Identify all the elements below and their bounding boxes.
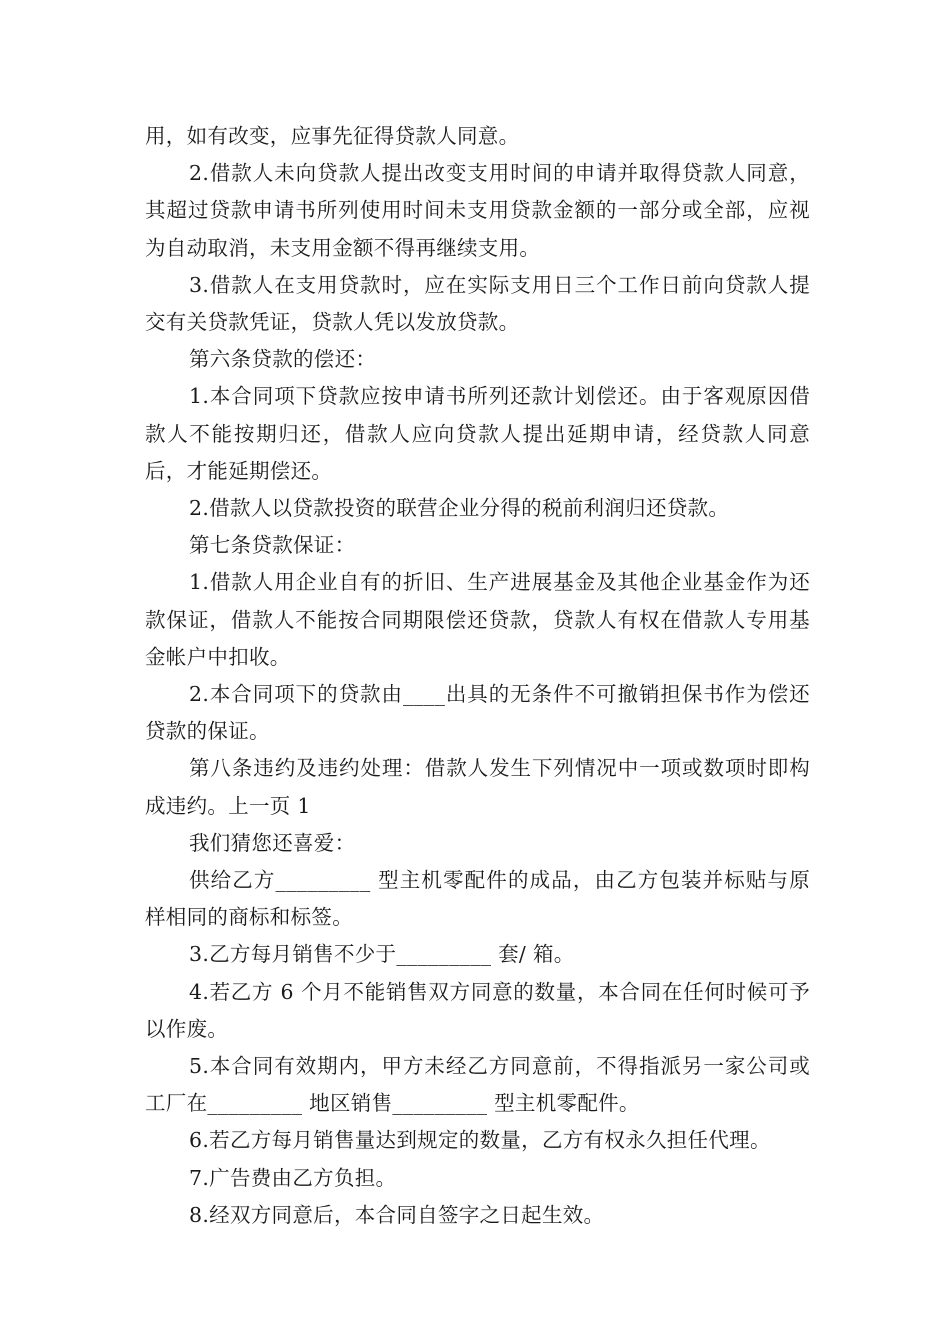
article-7-heading: 第七条贷款保证： xyxy=(189,533,356,558)
paragraph-continuation: 用，如有改变，应事先征得贷款人同意。 xyxy=(145,124,520,148)
paragraph-clause-5-2: 2.借款人未向贷款人提出改变支用时间的申请并取得贷款人同意，其超过贷款申请书所列使用时间未支用贷款金额的一部分或全部，应视为自动取消，未支用金额不得再继续支用。 xyxy=(145,161,810,260)
paragraph-item-8: 8.经双方同意后，本合同自签字之日起生效。 xyxy=(189,1202,605,1227)
paragraph-item-6: 6.若乙方每月销售量达到规定的数量，乙方有权永久担任代理。 xyxy=(189,1128,771,1153)
paragraph-clause-7-2: 2.本合同项下的贷款由____出具的无条件不可撤销担保书作为偿还贷款的保证。 xyxy=(145,682,810,744)
paragraph-item-7: 7.广告费由乙方负担。 xyxy=(189,1165,397,1190)
paragraph-clause-6-1: 1.本合同项下贷款应按申请书所列还款计划偿还。由于客观原因借款人不能按期归还，借款人应向贷款人提出延期申请，经贷款人同意后，才能延期偿还。 xyxy=(145,384,810,483)
article-6-heading: 第六条贷款的偿还： xyxy=(189,347,377,372)
related-heading: 我们猜您还喜爱： xyxy=(189,830,356,855)
paragraph-item-3: 3.乙方每月销售不少于_________ 套/ 箱。 xyxy=(189,942,575,967)
article-8-paragraph: 第八条违约及违约处理：借款人发生下列情况中一项或数项时即构成违约。上一页 1 xyxy=(145,756,810,818)
paragraph-clause-6-2: 2.借款人以贷款投资的联营企业分得的税前利润归还贷款。 xyxy=(189,496,730,521)
paragraph-item-4: 4.若乙方 6 个月不能销售双方同意的数量，本合同在任何时候可予以作废。 xyxy=(145,979,810,1041)
paragraph-item-5: 5.本合同有效期内，甲方未经乙方同意前，不得指派另一家公司或工厂在_________ 地区销售_________ 型主机零配件。 xyxy=(145,1054,810,1116)
document-body xyxy=(145,118,810,1234)
paragraph-supply: 供给乙方_________ 型主机零配件的成品，由乙方包装并标贴与原样相同的商标和标签。 xyxy=(145,868,810,930)
paragraph-clause-5-3: 3.借款人在支用贷款时，应在实际支用日三个工作日前向贷款人提交有关贷款凭证，贷款人凭以发放贷款。 xyxy=(145,272,810,335)
paragraph-clause-7-1: 1.借款人用企业自有的折旧、生产进展基金及其他企业基金作为还款保证，借款人不能按合同期限偿还贷款，贷款人有权在借款人专用基金帐户中扣收。 xyxy=(145,570,810,669)
